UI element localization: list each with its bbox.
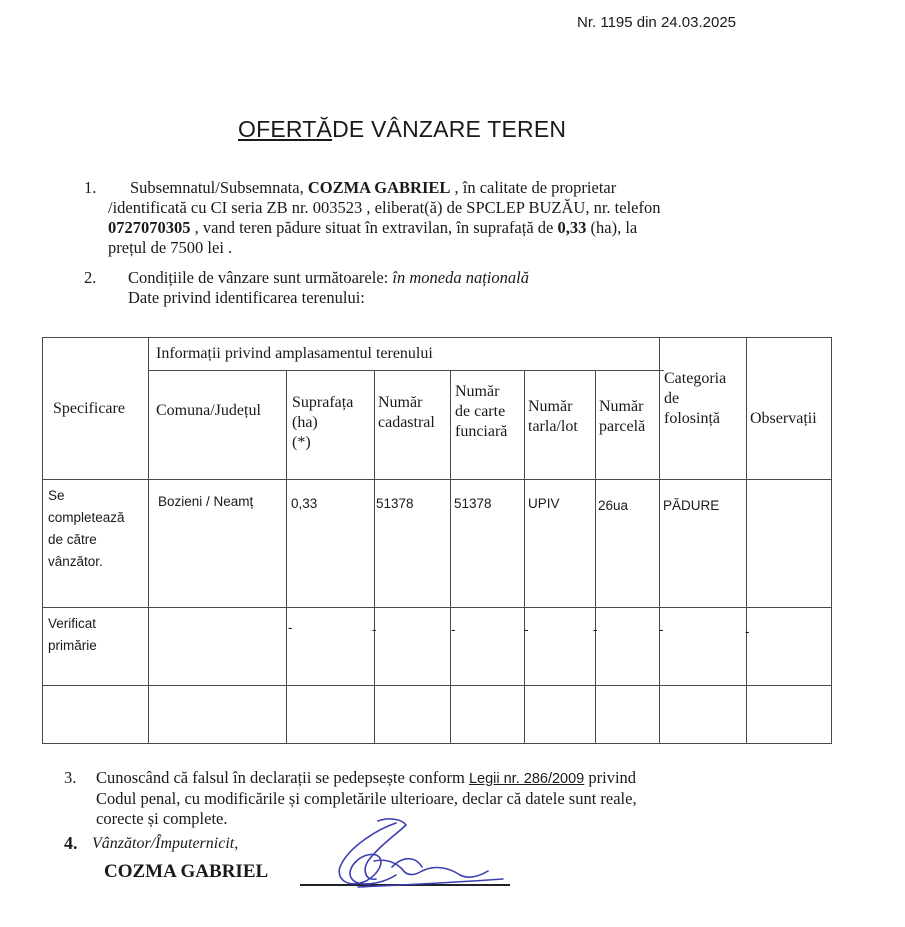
title-rest: DE VÂNZARE TEREN [332, 116, 567, 142]
row2-parcela-dash: - [593, 622, 598, 637]
currency-condition: în moneda națională [392, 268, 529, 287]
header-carte-l1: Număr [455, 383, 500, 400]
header-parcela [599, 397, 645, 437]
section-1-line2: /identificată cu CI seria ZB nr. 003523 , eliberat(ă) de SPCLEP BUZĂU, nr. telefon [108, 198, 661, 217]
header-categoria-l1: Categoria [664, 370, 727, 387]
table-border-bottom [42, 743, 832, 744]
table-col-line [659, 337, 660, 744]
header-tarla-l1: Număr [528, 398, 573, 415]
law-reference: Legii nr. 286/2009 [468, 771, 585, 787]
header-suprafata-l3: (*) [292, 434, 311, 451]
section-1-number: 1. [84, 178, 97, 197]
page-title [238, 116, 566, 143]
header-parcela-l2: parcelă [599, 418, 646, 435]
row2-label [48, 613, 97, 657]
section-3-line1-prefix: Cunoscând că falsul în declarații se pedepsește conform [96, 768, 469, 787]
row1-label-l2: completează [48, 510, 125, 525]
table-col-line [148, 337, 149, 744]
row2-observatii-dash: - [745, 624, 750, 639]
header-suprafata [292, 393, 353, 453]
row1-label [48, 485, 125, 573]
title-underlined: OFERTĂ [238, 116, 333, 142]
header-observatii: Observații [750, 410, 817, 427]
header-cadastral-l2: cadastral [378, 414, 435, 431]
header-categoria-l2: de [664, 390, 680, 407]
section-3-line3: corecte și complete. [96, 809, 228, 828]
header-cadastral [378, 393, 435, 433]
table-border-top [42, 337, 832, 338]
row2-tarla-dash: - [524, 622, 529, 637]
row1-comuna: Bozieni / Neamț [158, 494, 254, 509]
row2-suprafata-dash: - [288, 620, 293, 635]
section-1-line1-suffix: , în calitate de proprietar [450, 178, 617, 197]
header-cadastral-l1: Număr [378, 394, 423, 411]
table-col-line [286, 370, 287, 744]
section-2-number: 2. [84, 268, 97, 287]
row1-categoria: PĂDURE [663, 498, 720, 513]
table-header-bottom [42, 479, 832, 480]
row1-suprafata: 0,33 [291, 496, 318, 511]
section-1-text [108, 178, 808, 258]
table-group-header-line [148, 370, 664, 371]
section-3-line1-suffix: privind [584, 768, 637, 787]
header-suprafata-l1: Suprafața [292, 394, 354, 411]
section-1-line3-end: (ha), la [586, 218, 638, 237]
signatory-name: COZMA GABRIEL [104, 861, 269, 882]
header-comuna: Comuna/Județul [156, 402, 261, 419]
table-row2-bottom [42, 685, 832, 686]
row2-carte-dash: - [451, 622, 456, 637]
header-suprafata-l2: (ha) [292, 414, 318, 431]
header-carte-l3: funciară [455, 423, 508, 440]
row1-parcela: 26ua [598, 498, 629, 513]
handwritten-signature [318, 815, 518, 895]
section-4-number: 4. [64, 833, 78, 853]
table-border-left [42, 337, 43, 744]
section-3-line2: Codul penal, cu modificările și completările ulterioare, declar că datele sunt reale, [96, 789, 637, 808]
section-1-line3-mid: , vand teren pădure situat în extravilan, în suprafață de [190, 218, 558, 237]
section-3-number: 3. [64, 768, 77, 787]
header-tarla-l2: tarla/lot [528, 418, 578, 435]
header-carte-funciara [455, 382, 507, 442]
section-1-line1-prefix: Subsemnatul/Subsemnata, [130, 178, 308, 197]
row1-label-l4: vânzător. [48, 554, 103, 569]
header-group-location: Informații privind amplasamentul terenului [156, 345, 433, 362]
header-parcela-l1: Număr [599, 398, 644, 415]
header-tarla [528, 397, 578, 437]
row2-categoria-dash: - [659, 622, 664, 637]
table-col-line [746, 337, 747, 744]
row1-carte: 51378 [454, 496, 492, 511]
row2-label-l1: Verificat [48, 616, 97, 631]
section-2-text [128, 268, 778, 308]
row2-label-l2: primărie [48, 638, 97, 653]
row2-cadastral-dash: - [372, 622, 377, 637]
row1-cadastral: 51378 [376, 496, 414, 511]
land-identification-table [42, 337, 832, 745]
table-row1-bottom [42, 607, 832, 608]
header-categoria [664, 369, 726, 429]
table-col-line [595, 370, 596, 744]
table-col-line [524, 370, 525, 744]
header-categoria-l3: folosință [664, 410, 720, 427]
row1-label-l1: Se [48, 488, 65, 503]
table-col-line [374, 370, 375, 744]
table-border-right [831, 337, 832, 744]
signatory-role: Vânzător/Împuternicit, [92, 835, 239, 852]
row1-tarla: UPIV [528, 496, 560, 511]
phone-number: 0727070305 [108, 218, 191, 237]
header-specificare: Specificare [53, 400, 125, 417]
row1-label-l3: de către [48, 532, 97, 547]
section-2-line2: Date privind identificarea terenului: [128, 288, 365, 307]
header-carte-l2: de carte [455, 403, 506, 420]
section-2-line1-prefix: Condițiile de vânzare sunt următoarele: [128, 268, 393, 287]
document-number-date: Nr. 1195 din 24.03.2025 [577, 14, 737, 31]
owner-name: COZMA GABRIEL [307, 178, 451, 197]
section-1-line4: prețul de 7500 lei . [108, 238, 233, 257]
table-col-line [450, 370, 451, 744]
land-area: 0,33 [557, 218, 587, 237]
